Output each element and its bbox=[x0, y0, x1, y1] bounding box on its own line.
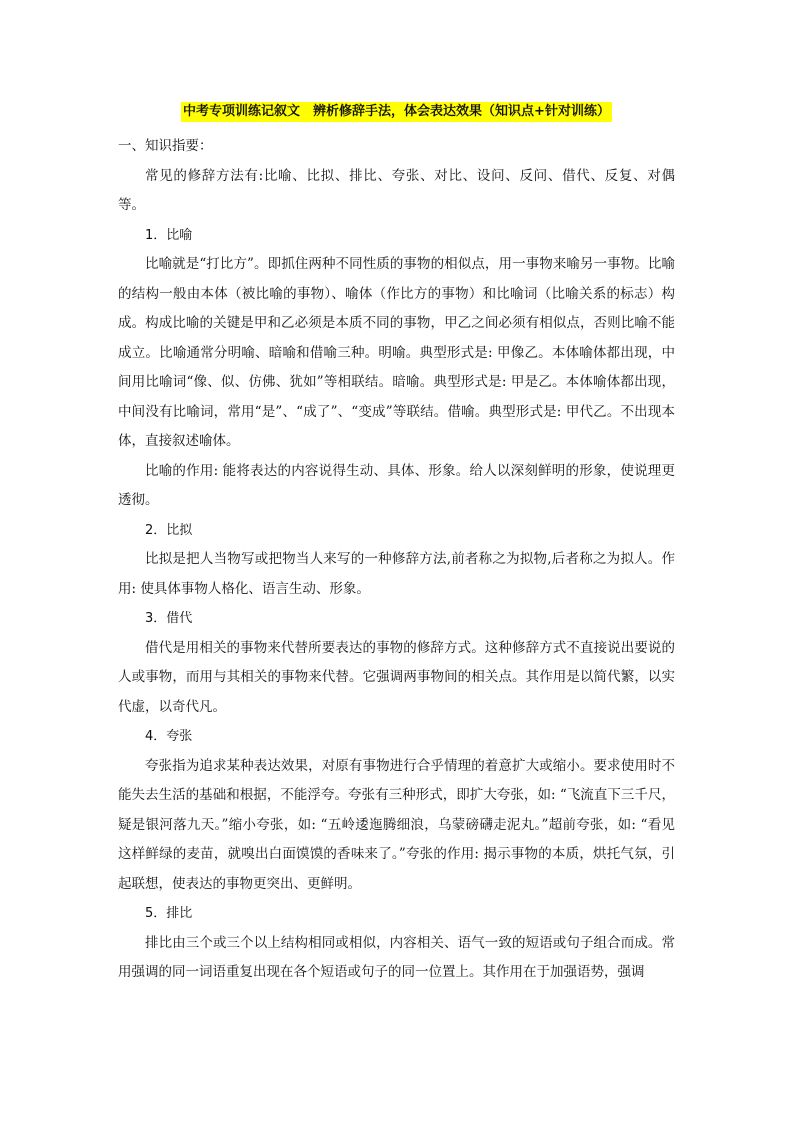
item-heading-hyperbole: 4．夸张 bbox=[145, 729, 193, 744]
document-page bbox=[118, 100, 675, 988]
item-heading-metaphor: 1．比喻 bbox=[145, 227, 193, 243]
section-heading: 一、知识指要： bbox=[118, 138, 213, 154]
item-heading-personification: 2．比拟 bbox=[145, 522, 193, 538]
document-title: 中考专项训练记叙文 辨析修辞手法，体会表达效果（知识点+针对训练） bbox=[181, 102, 612, 122]
item-heading-parallelism: 5．排比 bbox=[145, 906, 193, 921]
metonymy-definition: 借代是用相关的事物来代替所要表达的事物的修辞方式。这种修辞方式不直接说出要说的人或事物，而用与其相关的事物来代替。它强调两事物间的相关点。其作用是以简代繁，以实代虚，以奇代凡。 bbox=[118, 639, 675, 715]
metaphor-effect: 比喻的作用: 能将表达的内容说得生动、具体、形象。给人以深刻鲜明的形象，使说理更透彻。 bbox=[118, 462, 675, 508]
parallelism-definition: 排比由三个或三个以上结构相同或相似，内容相关、语气一致的短语或句子组合而成。常用强调的同一词语重复出现在各个短语或句子的同一位置上。其作用在于加强语势，强调 bbox=[118, 934, 675, 980]
metaphor-definition: 比喻就是“打比方”。即抓住两种不同性质的事物的相似点，用一事物来喻另一事物。比喻的结构一般由本体（被比喻的事物）、喻体（作比方的事物）和比喻词（比喻关系的标志）构成。构成比喻的关键是甲和乙必须是本质不同的事物，甲乙之间必须有相似点，否则比喻不能成立。比喻通常分明喻、暗喻和借喻三种。明喻。典型形式是: 甲像乙。本体喻体都出现，中间用比喻词“像、似、仿佛、犹如”等相联结。暗喻。典型形式是: 甲是乙。本体喻体都出现，中间没有比喻词，常用“是”、“成了”、“变成”等联结。借喻。典型形式是: 甲代乙。不出现本体，直接叙述喻体。 bbox=[118, 256, 675, 449]
intro-paragraph: 常见的修辞方法有:比喻、比拟、排比、夸张、对比、设问、反问、借代、反复、对偶等。 bbox=[118, 167, 675, 213]
personification-definition: 比拟是把人当物写或把物当人来写的一种修辞方法,前者称之为拟物,后者称之为拟人。作用: 使具体事物人格化、语言生动、形象。 bbox=[118, 551, 675, 597]
title-row bbox=[118, 100, 675, 124]
hyperbole-definition: 夸张指为追求某种表达效果，对原有事物进行合乎情理的着意扩大或缩小。要求使用时不能失去生活的基础和根据，不能浮夸。夸张有三种形式，即扩大夸张，如: “飞流直下三千尺，疑是银河落九天。”缩小夸张，如: “五岭逶迤腾细浪，乌蒙磅礴走泥丸。”超前夸张，如: “看见这样鲜绿的麦苗，就嗅出白面馍馍的香味来了。”夸张的作用: 揭示事物的本质，烘托气氛，引起联想，使表达的事物更突出、更鲜明。 bbox=[118, 757, 675, 892]
item-heading-metonymy: 3．借代 bbox=[145, 611, 193, 626]
